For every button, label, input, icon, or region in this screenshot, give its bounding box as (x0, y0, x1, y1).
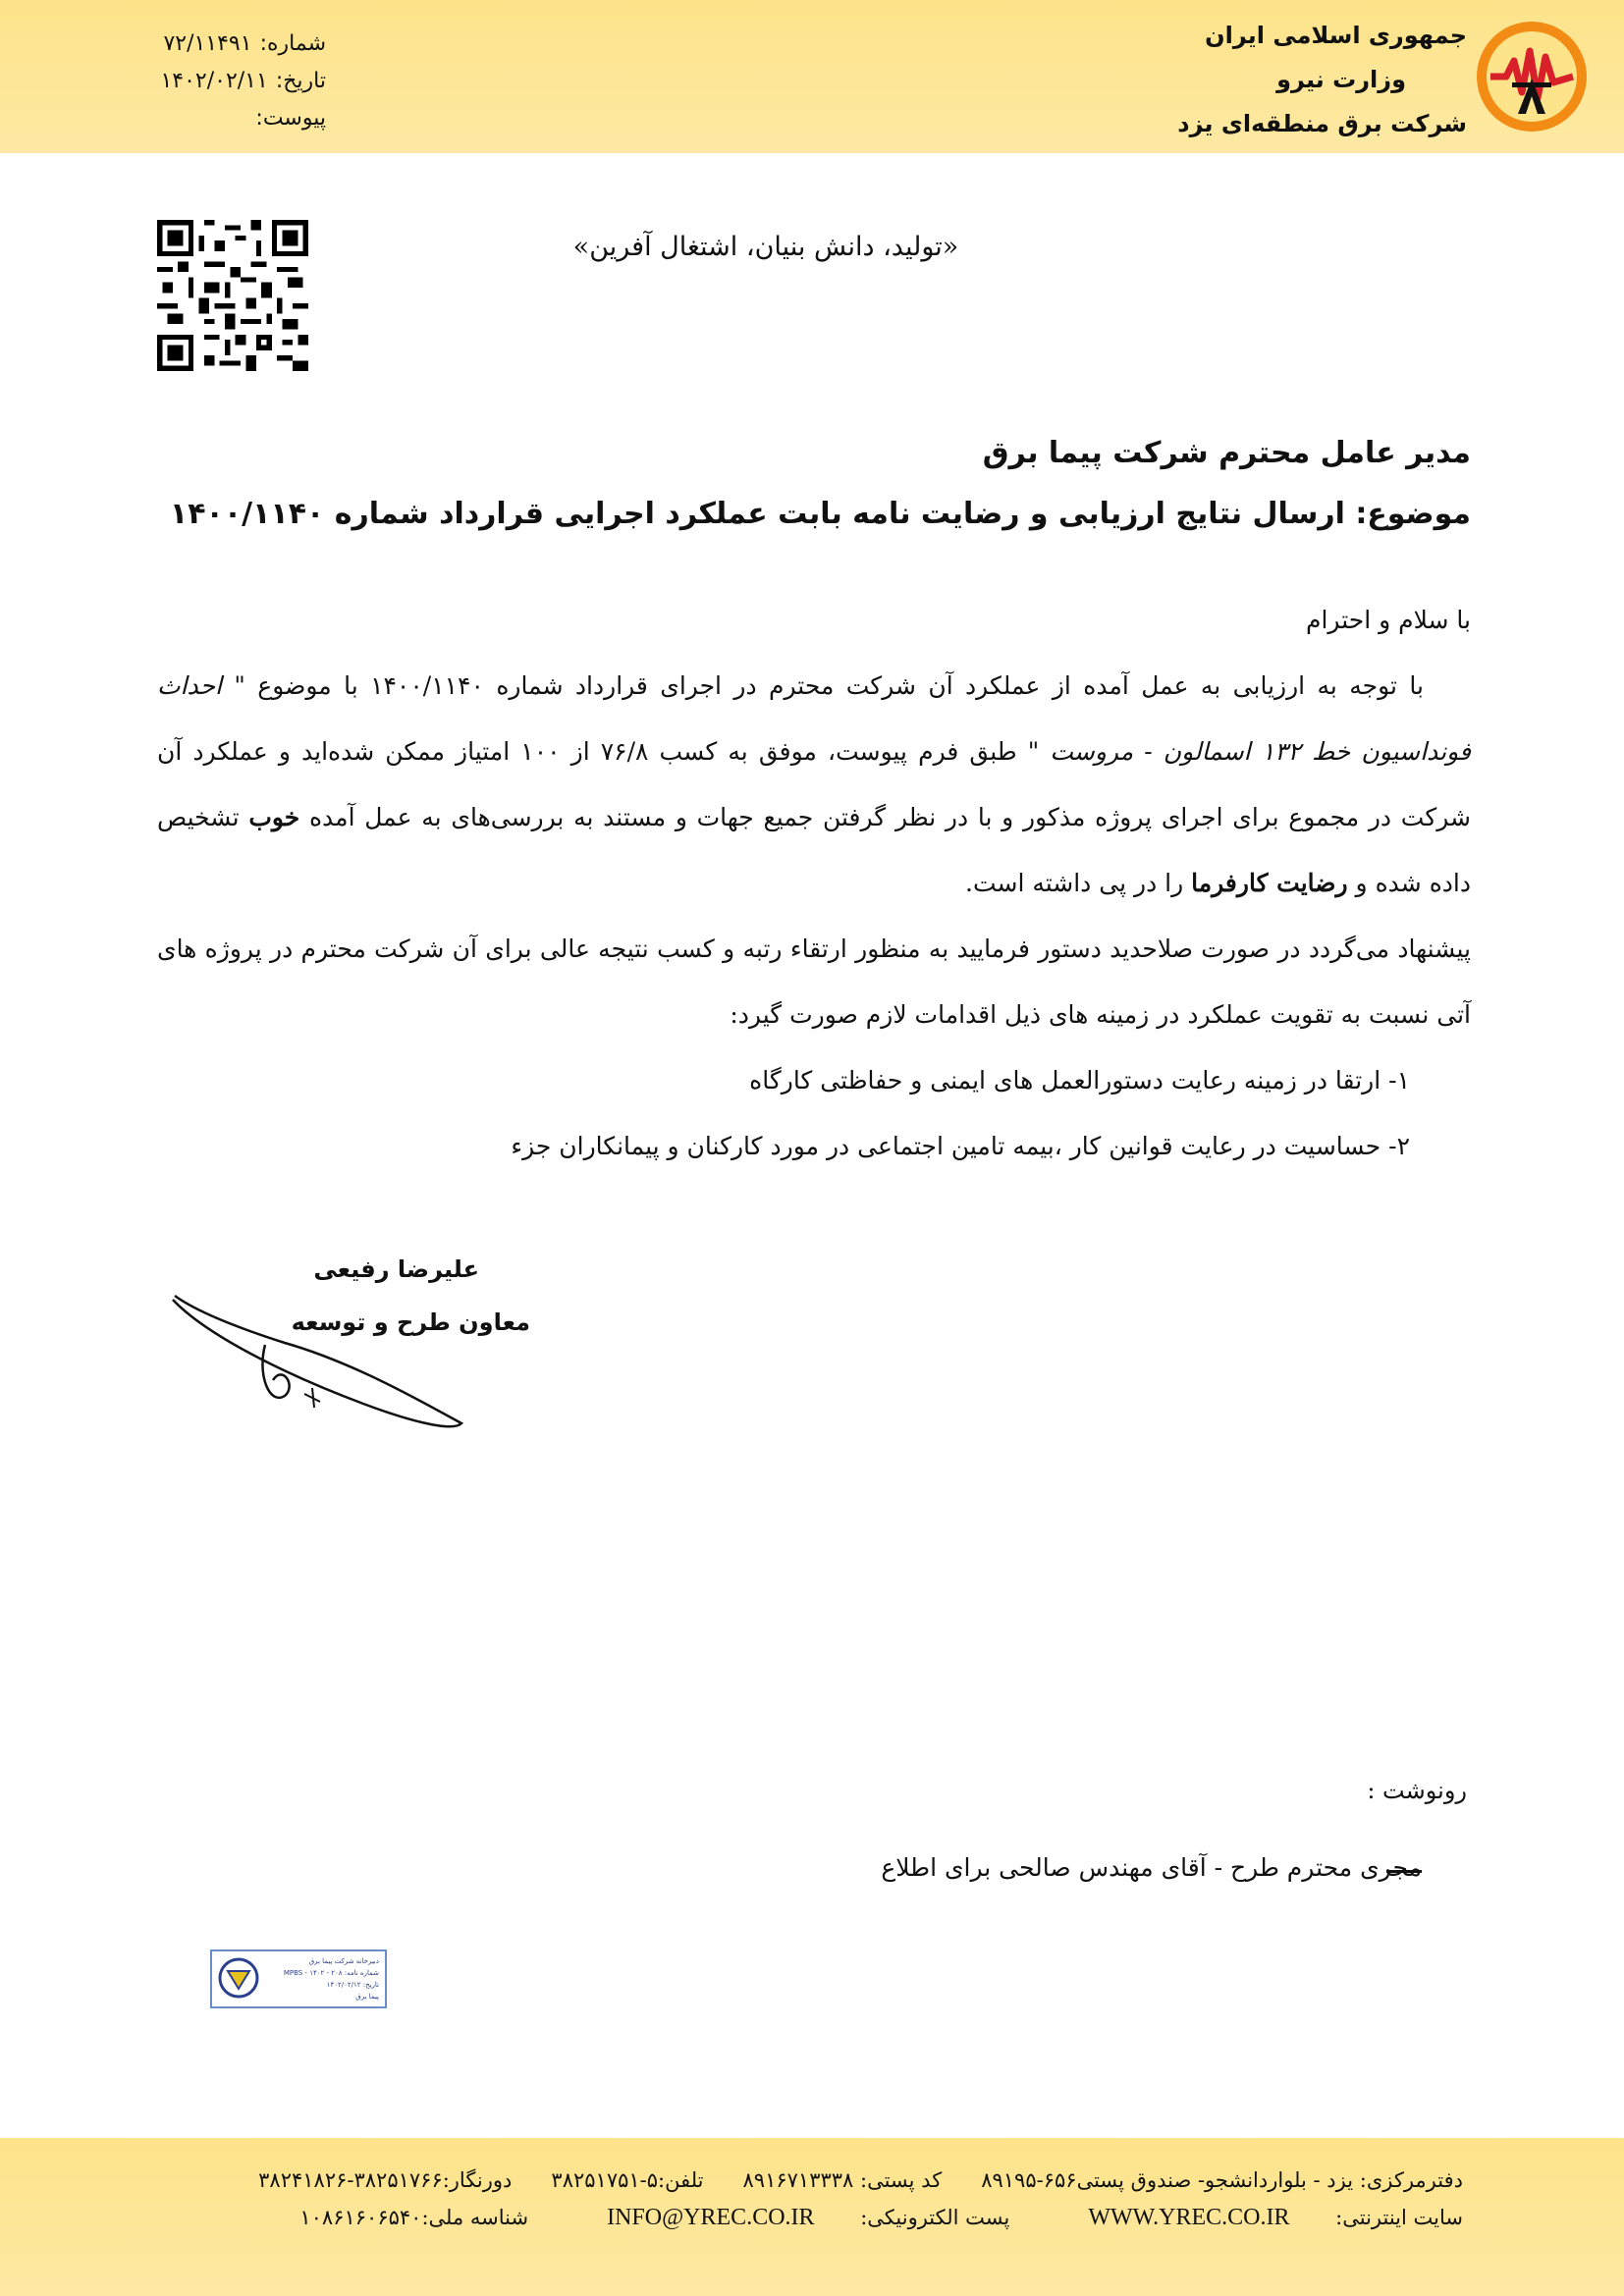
letter-body (157, 587, 1471, 1179)
signatory-title: معاون طرح و توسعه (291, 1308, 530, 1336)
letter-date: تاریخ:۱۴۰۲/۰۲/۱۱ (160, 69, 326, 93)
footer-address: دفترمرکزی: یزد - بلواردانشجو- صندوق پستی۶۵۶-۸۹۱۹۵ (981, 2168, 1463, 2192)
footer-postal-code: کد پستی: ۸۹۱۶۷۱۳۳۳۸ (742, 2168, 943, 2192)
footer-contact (187, 2162, 1463, 2236)
footer-national-id: شناسه ملی:۱۰۸۶۱۶۰۶۵۴۰ (299, 2206, 529, 2229)
cc-item: مجری محترم طرح - آقای مهندس صالحی برای اطلاع (881, 1853, 1422, 1882)
footer-phone: تلفن:۵-۳۸۲۵۱۷۵۱ (551, 2168, 704, 2192)
stamp-emblem-icon (218, 1957, 259, 1999)
footer-website-label: سایت اینترنتی: (1335, 2206, 1463, 2229)
footer-line-2 (187, 2199, 1463, 2236)
subject: موضوع: ارسال نتایج ارزیابی و رضایت نامه بابت عملکرد اجرایی قرارداد شماره ۱۴۰۰/۱۱۴۰ (169, 497, 1471, 531)
letter-meta (110, 26, 326, 137)
paragraph-1: با توجه به ارزیابی به عمل آمده از عملکرد آن شرکت محترم در اجرای قرارداد شماره ۱۴۰۰/۱۱۴۰ با موضوع " احداث فونداسیون خط ۱۳۲ اسمالون - مروست " طبق فرم پیوست، موفق به کسب ۷۶/۸ از ۱۰۰ امتیاز ممکن شده‌اید و عملکرد آن شرکت در مجموع برای اجرای پروژه مذکور و با در نظر گرفتن جمیع جهات و مستند به بررسی‌های به عمل آمده خوب تشخیص داده شده و رضایت کارفرما را در پی داشته است. (157, 671, 1471, 897)
org-line-ministry: وزارت نیرو (1276, 66, 1406, 93)
signatory-name: علیرضا رفیعی (313, 1255, 479, 1283)
greeting: با سلام و احترام (1306, 606, 1471, 634)
footer-line-1 (187, 2162, 1463, 2199)
handwritten-signature-icon (167, 1286, 481, 1433)
motto: «تولید، دانش بنیان، اشتغال آفرین» (572, 232, 959, 262)
paragraph-2: پیشنهاد می‌گردد در صورت صلاحدید دستور فرمایید به منظور ارتقاء رتبه و کسب نتیجه عالی برای آن شرکت محترم در پروژه های آتی نسبت به تقویت عملکرد در زمینه های ذیل اقدامات لازم صورت گیرد: (157, 934, 1471, 1029)
organization-heading (1113, 14, 1467, 146)
footer-website-link[interactable]: WWW.YREC.CO.IR (1088, 2205, 1290, 2230)
footer-email-link[interactable]: INFO@YREC.CO.IR (607, 2205, 815, 2230)
company-logo-icon (1473, 18, 1591, 135)
received-stamp (210, 1949, 387, 2008)
stamp-text: دبیرخانه شرکت پیما برق شماره نامه: ۲۰۸ - MPBS - ۱۴۰۲ تاریخ: ۱۴۰۲/۰۲/۱۲ پیما برق (283, 1957, 379, 2001)
qr-code-icon (157, 220, 308, 371)
org-line-company: شرکت برق منطقه‌ای یزد (1177, 110, 1467, 137)
footer-email-label: پست الکترونیکی: (860, 2206, 1010, 2229)
recipient: مدیر عامل محترم شرکت پیما برق (982, 436, 1471, 470)
cc-label: رونوشت : (1367, 1777, 1467, 1804)
list-item-1: ۱- ارتقا در زمینه رعایت دستورالعمل های ایمنی و حفاظتی کارگاه (749, 1066, 1410, 1095)
org-line-country: جمهوری اسلامی ایران (1205, 22, 1467, 49)
letter-number: شماره:۷۲/۱۱۴۹۱ (163, 31, 326, 56)
list-item-2: ۲- حساسیت در رعایت قوانین کار ،بیمه تامین اجتماعی در مورد کارکنان و پیمانکاران جزء (511, 1132, 1410, 1160)
footer-fax: دورنگار:۳۸۲۵۱۷۶۶-۳۸۲۴۱۸۲۶ (258, 2168, 513, 2192)
letter-attachment: پیوست: (255, 106, 326, 131)
